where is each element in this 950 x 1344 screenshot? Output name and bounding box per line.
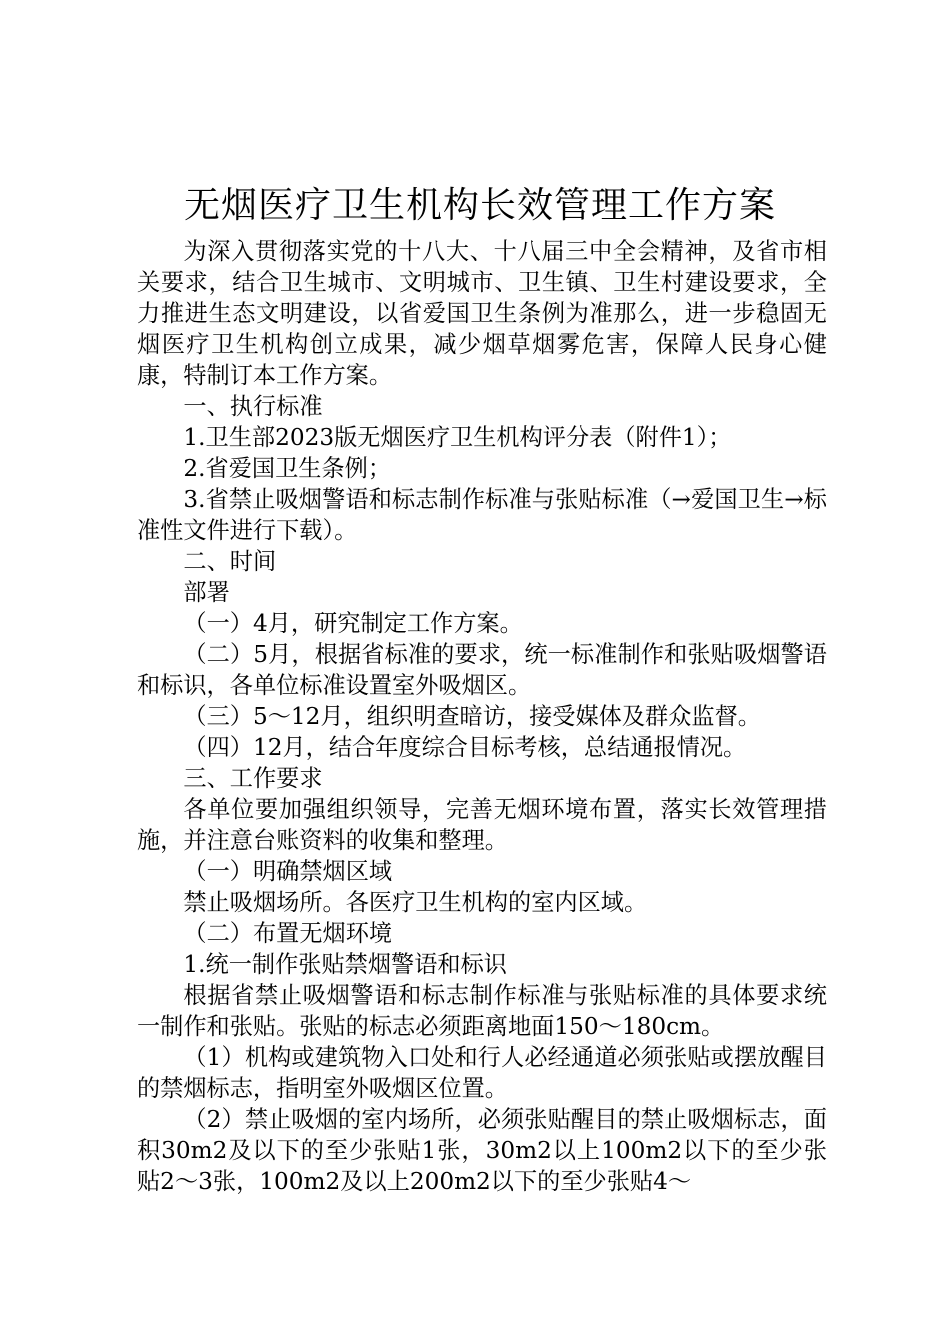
intro-paragraph: 为深入贯彻落实党的十八大、十八届三中全会精神，及省市相关要求，结合卫生城市、文明城市、卫生镇、卫生村建设要求，全力推进生态文明建设，以省爱国卫生条例为准那么，进一步稳固无烟医疗卫生机构创立成果，减少烟草烟雾危害，保障人民身心健康，特制订本工作方案。: [137, 238, 827, 389]
list-item: 1.卫生部2023版无烟医疗卫生机构评分表（附件1）；: [183, 424, 732, 451]
subsection-heading: （二）布置无烟环境: [183, 920, 393, 947]
document-body: [137, 236, 827, 1197]
section-heading-requirements: 三、工作要求: [183, 765, 323, 792]
list-item: 3.省禁止吸烟警语和标志制作标准与张贴标准（→爱国卫生→标准性文件进行下载）。: [137, 486, 827, 544]
section-heading-time: 二、时间: [183, 548, 277, 575]
body-paragraph: 根据省禁止吸烟警语和标志制作标准与张贴标准的具体要求统一制作和张贴。张贴的标志必须距离地面150～180cm。: [137, 982, 827, 1040]
body-paragraph: 各单位要加强组织领导，完善无烟环境布置，落实长效管理措施，并注意台账资料的收集和整理。: [137, 796, 827, 854]
body-paragraph: 禁止吸烟场所。各医疗卫生机构的室内区域。: [183, 889, 648, 916]
list-item: （2）禁止吸烟的室内场所，必须张贴醒目的禁止吸烟标志，面积30m2及以下的至少张贴1张，30m2以上100m2以下的至少张贴2～3张，100m2及以上200m2以下的至少张贴4～: [137, 1106, 827, 1195]
section-heading-standards: 一、执行标准: [183, 393, 323, 420]
subsection-heading: （一）明确禁烟区域: [183, 858, 393, 885]
schedule-item: （四）12月，结合年度综合目标考核，总结通报情况。: [183, 734, 747, 761]
document-title: 无烟医疗卫生机构长效管理工作方案: [183, 185, 776, 226]
list-item: （1）机构或建筑物入口处和行人必经通道必须张贴或摆放醒目的禁烟标志，指明室外吸烟区位置。: [137, 1044, 827, 1102]
list-item: 2.省爱国卫生条例；: [183, 455, 392, 482]
schedule-item: （二）5月，根据省标准的要求，统一标准制作和张贴吸烟警语和标识，各单位标准设置室外吸烟区。: [137, 641, 827, 699]
list-item: 1.统一制作张贴禁烟警语和标识: [183, 951, 507, 978]
subheading-deployment: 部署: [183, 579, 230, 606]
schedule-item: （一）4月，研究制定工作方案。: [183, 610, 523, 637]
schedule-item: （三）5～12月，组织明查暗访，接受媒体及群众监督。: [183, 703, 761, 730]
